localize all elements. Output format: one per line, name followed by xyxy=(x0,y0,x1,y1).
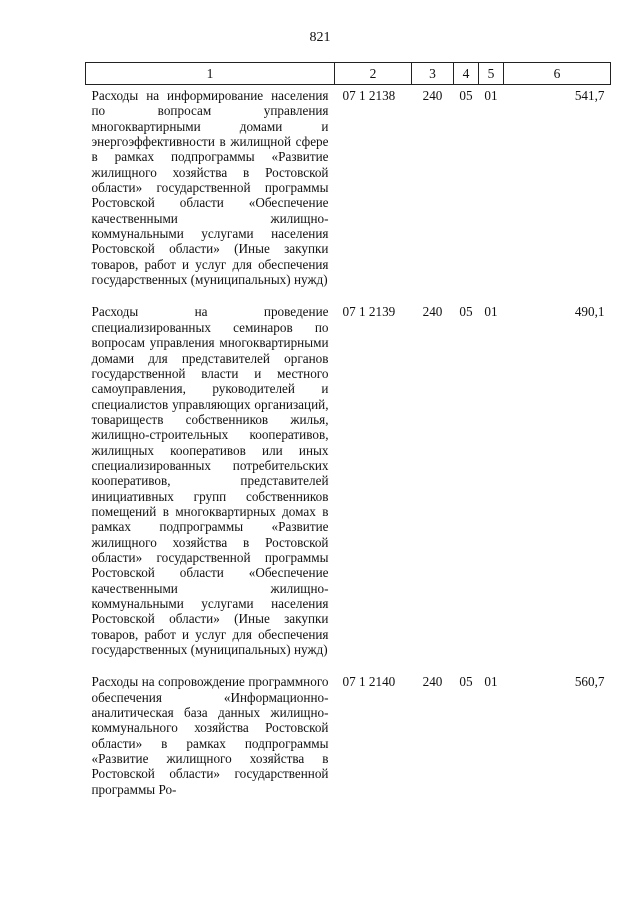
row-description: Расходы на проведение специализированных семинаров по вопросам управления многоквартирными домами для представителей органов государственной власти и местного самоуправления, руководителей и специалистов управляющих организаций, товариществ собственников жилья, жилищно-строительных кооперативов, жилищных кооперативов или иных специализированных потребительских кооперативов, представителей инициативных групп собственников помещений в многоквартирных домах в рамках подпрограммы «Развитие жилищного хозяйства в Ростовской области» государственной программы Ростовской области «Обеспечение качественными жилищно-коммунальными услугами населения Ростовской области» (Иные закупки товаров, работ и услуг для обеспечения государственных (муниципальных) нужд) xyxy=(91,304,329,658)
header-col-4: 4 xyxy=(454,63,479,85)
row-amount: 560,7 xyxy=(574,674,605,690)
budget-table xyxy=(85,62,611,811)
row-col-3: 240 xyxy=(422,674,443,690)
row-col-5: 01 xyxy=(484,674,498,690)
row-col-5: 01 xyxy=(484,88,498,103)
row-amount: 541,7 xyxy=(574,88,605,103)
table-row xyxy=(86,85,611,302)
header-col-3: 3 xyxy=(412,63,454,85)
header-col-1: 1 xyxy=(86,63,335,85)
header-col-6: 6 xyxy=(504,63,611,85)
row-amount: 490,1 xyxy=(574,304,605,320)
header-col-5: 5 xyxy=(479,63,504,85)
row-col-3: 240 xyxy=(422,88,443,103)
page-number: 821 xyxy=(309,30,331,45)
row-col-5: 01 xyxy=(484,304,498,320)
table-row xyxy=(86,301,611,671)
header-col-2: 2 xyxy=(335,63,412,85)
row-description: Расходы на сопровождение программного обеспечения «Информационно-аналитическая база данных жилищно-коммунального хозяйства Ростовской области» в рамках подпрограммы «Развитие жилищного хозяйства в Ростовской области» государственной программы Ро- xyxy=(91,674,329,797)
row-code: 07 1 2138 xyxy=(342,88,396,103)
row-code: 07 1 2139 xyxy=(342,304,396,320)
table-header-row xyxy=(86,63,611,85)
row-col-4: 05 xyxy=(459,88,473,103)
row-col-3: 240 xyxy=(422,304,443,320)
row-col-4: 05 xyxy=(459,674,473,690)
row-description: Расходы на информирование населения по вопросам управления многоквартирными домами и энергоэффективности в жилищной сфере в рамках подпрограммы «Развитие жилищного хозяйства в Ростовской области» государственной программы Ростовской области «Обеспечение качественными жилищно-коммунальными услугами населения Ростовской области» (Иные закупки товаров, работ и услуг для обеспечения государственных (муниципальных) нужд) xyxy=(91,88,329,288)
row-col-4: 05 xyxy=(459,304,473,320)
row-code: 07 1 2140 xyxy=(342,674,396,690)
table-row xyxy=(86,671,611,811)
